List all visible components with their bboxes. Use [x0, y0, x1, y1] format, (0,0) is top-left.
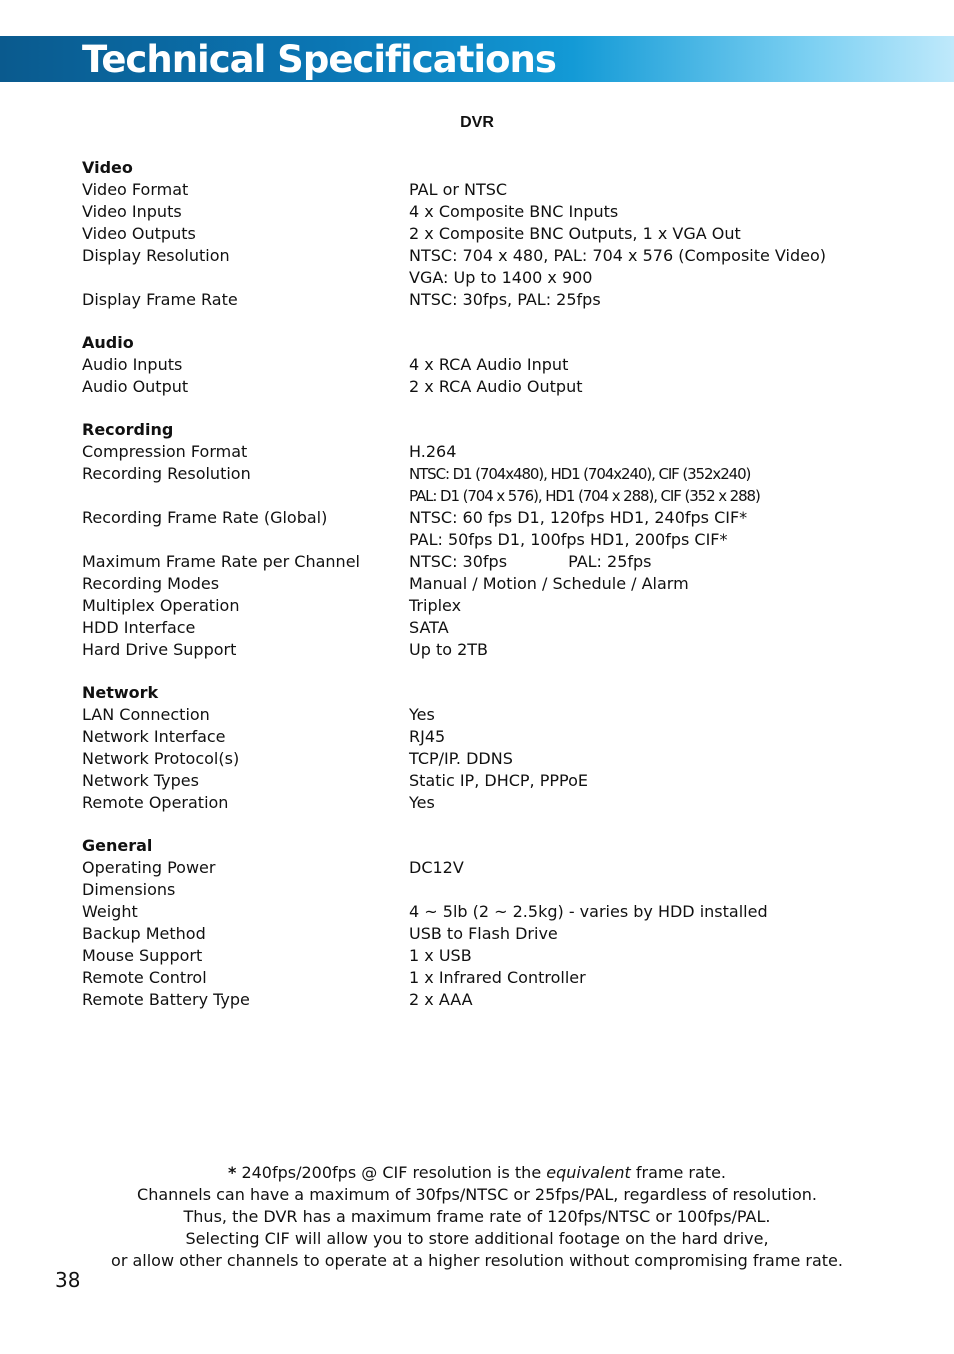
spec-value: NTSC: 30fps PAL: 25fps — [409, 552, 652, 571]
spec-label: Video Inputs — [82, 202, 182, 221]
spec-values — [409, 879, 882, 901]
footnote-text: 240fps/200fps @ CIF resolution is the — [236, 1163, 547, 1182]
spec-values — [409, 617, 882, 639]
spec-label: Recording Resolution — [82, 464, 251, 483]
spec-value — [409, 879, 882, 901]
spec-values — [409, 726, 882, 748]
spec-value: PAL: D1 (704 x 576), HD1 (704 x 288), CIF (352 x 288) — [409, 487, 760, 505]
spec-values — [409, 573, 882, 595]
spec-row — [82, 967, 882, 989]
spec-row — [82, 945, 882, 967]
spec-values — [409, 792, 882, 814]
spec-label: Compression Format — [82, 442, 248, 461]
spec-label: Audio Inputs — [82, 355, 183, 374]
spec-label: Remote Battery Type — [82, 990, 250, 1009]
group-heading: Video — [82, 158, 133, 177]
spec-value: 2 x RCA Audio Output — [409, 377, 583, 396]
group-heading: Recording — [82, 420, 174, 439]
spec-values — [409, 245, 882, 289]
spec-row — [82, 770, 882, 792]
spec-value: 2 x Composite BNC Outputs, 1 x VGA Out — [409, 224, 741, 243]
page-number: 38 — [55, 1268, 81, 1292]
spec-value: NTSC: 30fps, PAL: 25fps — [409, 290, 601, 309]
spec-row — [82, 551, 882, 573]
spec-label: Backup Method — [82, 924, 206, 943]
spec-label: Operating Power — [82, 858, 216, 877]
spec-value: PAL: 50fps D1, 100fps HD1, 200fps CIF* — [409, 530, 728, 549]
section-label: DVR — [460, 114, 494, 131]
spec-row — [82, 901, 882, 923]
spec-group-recording — [82, 419, 882, 661]
spec-value: Yes — [409, 705, 435, 724]
footnote-line: Thus, the DVR has a maximum frame rate of 120fps/NTSC or 100fps/PAL. — [183, 1207, 771, 1226]
footnote-line: or allow other channels to operate at a higher resolution without compromising frame rate. — [111, 1251, 843, 1270]
spec-value: Up to 2TB — [409, 640, 489, 659]
spec-values — [409, 223, 882, 245]
spec-value: USB to Flash Drive — [409, 924, 558, 943]
spec-group-network — [82, 682, 882, 814]
spec-value: 4 x Composite BNC Inputs — [409, 202, 619, 221]
spec-row — [82, 879, 882, 901]
spec-value: NTSC: 704 x 480, PAL: 704 x 576 (Composite Video) — [409, 246, 826, 265]
spec-label: Audio Output — [82, 377, 189, 396]
spec-row — [82, 923, 882, 945]
footnote-line: Selecting CIF will allow you to store additional footage on the hard drive, — [185, 1229, 769, 1248]
spec-row — [82, 792, 882, 814]
spec-values — [409, 595, 882, 617]
footnote — [0, 1162, 954, 1272]
spec-row — [82, 639, 882, 661]
spec-label: Multiplex Operation — [82, 596, 240, 615]
spec-row — [82, 289, 882, 311]
spec-values — [409, 704, 882, 726]
spec-values — [409, 376, 882, 398]
spec-group-audio — [82, 332, 882, 398]
spec-values — [409, 289, 882, 311]
spec-value: 1 x Infrared Controller — [409, 968, 586, 987]
spec-value: VGA: Up to 1400 x 900 — [409, 268, 593, 287]
spec-row — [82, 617, 882, 639]
spec-value: Yes — [409, 793, 435, 812]
spec-value: NTSC: D1 (704x480), HD1 (704x240), CIF (352x240) — [409, 465, 751, 483]
spec-row — [82, 507, 882, 551]
spec-row — [82, 463, 882, 507]
spec-values — [409, 201, 882, 223]
spec-label: Network Protocol(s) — [82, 749, 240, 768]
spec-values — [409, 989, 882, 1011]
spec-row — [82, 245, 882, 289]
spec-values — [409, 901, 882, 923]
spec-row — [82, 354, 882, 376]
spec-value: SATA — [409, 618, 449, 637]
spec-row — [82, 441, 882, 463]
spec-value: 1 x USB — [409, 946, 472, 965]
spec-label: Recording Frame Rate (Global) — [82, 508, 328, 527]
spec-row — [82, 573, 882, 595]
spec-value: Static IP, DHCP, PPPoE — [409, 771, 588, 790]
spec-label: Video Format — [82, 180, 189, 199]
spec-label: Mouse Support — [82, 946, 203, 965]
group-heading: Network — [82, 683, 159, 702]
spec-group-general — [82, 835, 882, 1011]
spec-value: 4 x RCA Audio Input — [409, 355, 569, 374]
spec-label: Remote Control — [82, 968, 207, 987]
spec-values — [409, 507, 882, 551]
spec-row — [82, 726, 882, 748]
spec-values — [409, 463, 882, 507]
spec-value: 2 x AAA — [409, 990, 473, 1009]
spec-row — [82, 748, 882, 770]
spec-values — [409, 945, 882, 967]
spec-label: Hard Drive Support — [82, 640, 237, 659]
page-title: Technical Specifications — [82, 38, 556, 81]
spec-label: Display Resolution — [82, 246, 230, 265]
spec-values — [409, 748, 882, 770]
spec-table — [82, 157, 882, 1032]
spec-values — [409, 770, 882, 792]
spec-label: Remote Operation — [82, 793, 229, 812]
spec-row — [82, 989, 882, 1011]
spec-value: Manual / Motion / Schedule / Alarm — [409, 574, 689, 593]
spec-value: TCP/IP. DDNS — [409, 749, 513, 768]
spec-value: NTSC: 60 fps D1, 120fps HD1, 240fps CIF* — [409, 508, 748, 527]
spec-row — [82, 857, 882, 879]
footnote-emphasis: equivalent — [546, 1163, 631, 1182]
spec-label: Video Outputs — [82, 224, 196, 243]
spec-label: Dimensions — [82, 880, 176, 899]
spec-value: Triplex — [409, 596, 462, 615]
spec-row — [82, 179, 882, 201]
spec-value: H.264 — [409, 442, 457, 461]
spec-row — [82, 201, 882, 223]
spec-values — [409, 551, 882, 573]
spec-values — [409, 639, 882, 661]
spec-row — [82, 704, 882, 726]
footnote-text: frame rate. — [630, 1163, 727, 1182]
spec-label: Maximum Frame Rate per Channel — [82, 552, 360, 571]
spec-row — [82, 376, 882, 398]
spec-row — [82, 595, 882, 617]
footnote-line — [0, 1162, 954, 1184]
group-heading: Audio — [82, 333, 134, 352]
spec-label: LAN Connection — [82, 705, 210, 724]
spec-value: DC12V — [409, 858, 464, 877]
spec-label: Network Types — [82, 771, 199, 790]
spec-values — [409, 923, 882, 945]
spec-group-video — [82, 157, 882, 311]
spec-row — [82, 223, 882, 245]
spec-label: Network Interface — [82, 727, 226, 746]
spec-value: PAL or NTSC — [409, 180, 508, 199]
spec-values — [409, 857, 882, 879]
spec-value: 4 ~ 5lb (2 ~ 2.5kg) - varies by HDD installed — [409, 902, 768, 921]
spec-label: HDD Interface — [82, 618, 196, 637]
spec-values — [409, 354, 882, 376]
spec-values — [409, 967, 882, 989]
spec-values — [409, 179, 882, 201]
group-heading: General — [82, 836, 153, 855]
spec-value: RJ45 — [409, 727, 446, 746]
footnote-asterisk: * — [227, 1163, 237, 1182]
spec-label: Recording Modes — [82, 574, 220, 593]
spec-label: Display Frame Rate — [82, 290, 238, 309]
spec-label: Weight — [82, 902, 138, 921]
spec-values — [409, 441, 882, 463]
footnote-line: Channels can have a maximum of 30fps/NTSC or 25fps/PAL, regardless of resolution. — [137, 1185, 817, 1204]
